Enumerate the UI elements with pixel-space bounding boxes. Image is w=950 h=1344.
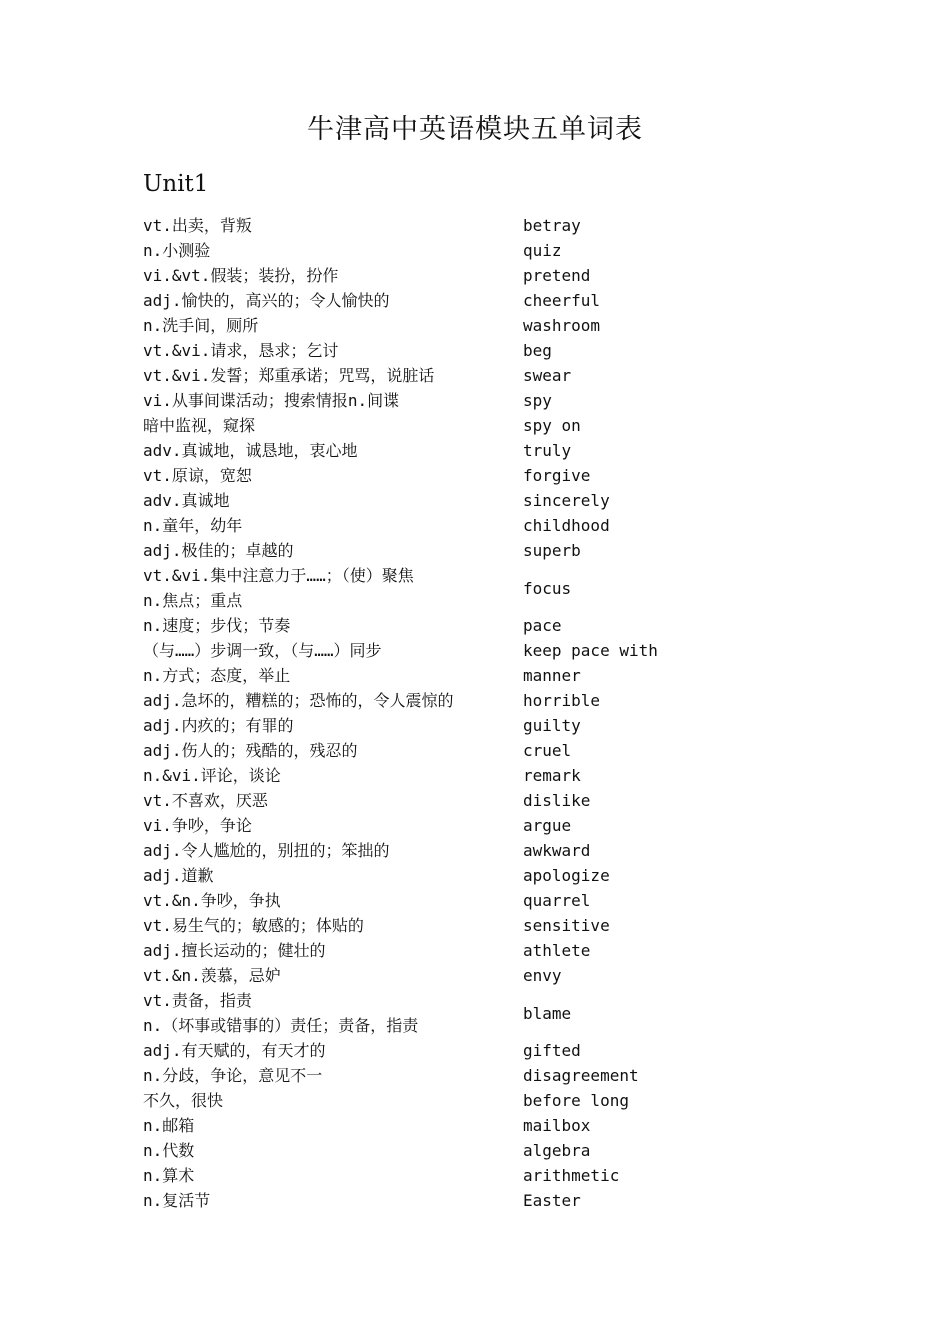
english-word: sincerely: [523, 491, 610, 510]
chinese-definition: [143, 1063, 523, 1088]
english-word: swear: [523, 366, 572, 385]
chinese-definition: [143, 313, 523, 338]
chinese-definition: [143, 638, 523, 663]
definition-line: vi.从事间谍活动；搜索情报n.间谍: [143, 391, 400, 410]
english-word: mailbox: [523, 1116, 591, 1135]
vocab-row: [143, 838, 703, 863]
definition-line: adj.擅长运动的；健壮的: [143, 941, 326, 960]
definition-line: n.方式；态度，举止: [143, 666, 291, 685]
vocab-row: [143, 513, 703, 538]
vocab-row: [143, 738, 703, 763]
chinese-definition: [143, 713, 523, 738]
chinese-definition: [143, 1113, 523, 1138]
vocab-row: [143, 1188, 703, 1213]
english-word: beg: [523, 341, 552, 360]
chinese-definition: [143, 738, 523, 763]
english-word: cruel: [523, 741, 572, 760]
chinese-definition: [143, 238, 523, 263]
definition-line: n.洗手间，厕所: [143, 316, 259, 335]
definition-line: vt.&vi.集中注意力于……；（使）聚焦: [143, 566, 414, 585]
definition-line: n.复活节: [143, 1191, 211, 1210]
english-word: athlete: [523, 941, 591, 960]
definition-line: vt.&vi.发誓；郑重承诺；咒骂，说脏话: [143, 366, 435, 385]
vocab-row: [143, 288, 703, 313]
english-word: superb: [523, 541, 581, 560]
vocab-row: [143, 788, 703, 813]
chinese-definition: [143, 913, 523, 938]
definition-line: （与……）步调一致，（与……）同步: [143, 641, 382, 660]
definition-line: n.算术: [143, 1166, 195, 1185]
definition-line: n.童年，幼年: [143, 516, 243, 535]
chinese-definition: [143, 538, 523, 563]
chinese-definition: [143, 338, 523, 363]
chinese-definition: [143, 388, 523, 413]
english-word: quarrel: [523, 891, 591, 910]
english-word: gifted: [523, 1041, 581, 1060]
english-word: sensitive: [523, 916, 610, 935]
definition-line: adv.真诚地，诚恳地，衷心地: [143, 441, 358, 460]
vocab-row: [143, 988, 703, 1038]
vocab-row: [143, 713, 703, 738]
english-word: algebra: [523, 1141, 591, 1160]
definition-line: vt.易生气的；敏感的；体贴的: [143, 916, 364, 935]
chinese-definition: [143, 1088, 523, 1113]
english-word: forgive: [523, 466, 591, 485]
english-word: quiz: [523, 241, 562, 260]
definition-line: vi.&vt.假装；装扮，扮作: [143, 266, 339, 285]
vocab-row: [143, 363, 703, 388]
vocab-row: [143, 438, 703, 463]
english-word: blame: [523, 1003, 572, 1023]
vocab-row: [143, 863, 703, 888]
chinese-definition: [143, 288, 523, 313]
english-word: keep pace with: [523, 641, 658, 660]
definition-line: 暗中监视，窥探: [143, 416, 256, 435]
chinese-definition: [143, 688, 523, 713]
chinese-definition: [143, 213, 523, 238]
vocab-row: [143, 638, 703, 663]
definition-line: n.小测验: [143, 241, 211, 260]
definition-line: vt.&n.羡慕，忌妒: [143, 966, 281, 985]
vocab-row: [143, 538, 703, 563]
english-word: washroom: [523, 316, 601, 335]
english-word: guilty: [523, 716, 581, 735]
vocab-row: [143, 213, 703, 238]
vocab-row: [143, 813, 703, 838]
chinese-definition: [143, 838, 523, 863]
chinese-definition: [143, 363, 523, 388]
chinese-definition: [143, 563, 523, 613]
definition-line: vt.原谅，宽恕: [143, 466, 252, 485]
chinese-definition: [143, 938, 523, 963]
english-word: pace: [523, 616, 562, 635]
vocab-row: [143, 388, 703, 413]
definition-line: adj.有天赋的，有天才的: [143, 1041, 326, 1060]
vocab-row: [143, 488, 703, 513]
definition-line: vt.出卖，背叛: [143, 216, 252, 235]
vocab-row: [143, 463, 703, 488]
vocab-row: [143, 613, 703, 638]
chinese-definition: [143, 488, 523, 513]
definition-line: adj.道歉: [143, 866, 214, 885]
english-word: manner: [523, 666, 581, 685]
chinese-definition: [143, 1163, 523, 1188]
definition-line: adj.急坏的，糟糕的；恐怖的，令人震惊的: [143, 691, 454, 710]
english-word: dislike: [523, 791, 591, 810]
definition-line: vt.不喜欢，厌恶: [143, 791, 268, 810]
english-word: horrible: [523, 691, 601, 710]
definition-line: 不久，很快: [143, 1091, 224, 1110]
chinese-definition: [143, 963, 523, 988]
chinese-definition: [143, 788, 523, 813]
chinese-definition: [143, 413, 523, 438]
chinese-definition: [143, 663, 523, 688]
chinese-definition: [143, 888, 523, 913]
definition-line: adj.伤人的；残酷的，残忍的: [143, 741, 358, 760]
chinese-definition: [143, 263, 523, 288]
definition-line: vt.&vi.请求，恳求；乞讨: [143, 341, 339, 360]
chinese-definition: [143, 813, 523, 838]
vocab-row: [143, 763, 703, 788]
vocab-row: [143, 1138, 703, 1163]
definition-line: vt.责备，指责: [143, 991, 252, 1010]
chinese-definition: [143, 763, 523, 788]
vocab-row: [143, 563, 703, 613]
vocab-row: [143, 263, 703, 288]
vocab-row: [143, 938, 703, 963]
english-word: childhood: [523, 516, 610, 535]
vocab-row: [143, 1063, 703, 1088]
definition-line: n.代数: [143, 1141, 195, 1160]
vocab-table: [143, 213, 703, 1213]
chinese-definition: [143, 1138, 523, 1163]
definition-line: vt.&n.争吵，争执: [143, 891, 281, 910]
chinese-definition: [143, 613, 523, 638]
page-title: 牛津高中英语模块五单词表: [307, 114, 643, 145]
vocab-row: [143, 1038, 703, 1063]
english-word: envy: [523, 966, 562, 985]
chinese-definition: [143, 438, 523, 463]
vocab-row: [143, 888, 703, 913]
chinese-definition: [143, 1038, 523, 1063]
vocab-row: [143, 338, 703, 363]
definition-line: n.&vi.评论，谈论: [143, 766, 281, 785]
definition-line: n.（坏事或错事的）责任；责备，指责: [143, 1016, 419, 1035]
chinese-definition: [143, 988, 523, 1038]
definition-line: adj.内疚的；有罪的: [143, 716, 294, 735]
vocab-row: [143, 1088, 703, 1113]
english-word: arithmetic: [523, 1166, 620, 1185]
english-word: cheerful: [523, 291, 601, 310]
english-word: focus: [523, 578, 572, 598]
english-word: pretend: [523, 266, 591, 285]
english-word: remark: [523, 766, 581, 785]
definition-line: n.分歧，争论，意见不一: [143, 1066, 323, 1085]
vocab-row: [143, 313, 703, 338]
english-word: before long: [523, 1091, 629, 1110]
vocab-row: [143, 963, 703, 988]
definition-line: n.邮箱: [143, 1116, 195, 1135]
chinese-definition: [143, 863, 523, 888]
definition-line: n.焦点；重点: [143, 591, 243, 610]
definition-line: adj.令人尴尬的，别扭的；笨拙的: [143, 841, 390, 860]
english-word: Easter: [523, 1191, 581, 1210]
vocab-row: [143, 688, 703, 713]
vocab-row: [143, 1163, 703, 1188]
unit-heading: Unit1: [143, 171, 209, 197]
definition-line: adv.真诚地: [143, 491, 230, 510]
english-word: apologize: [523, 866, 610, 885]
vocab-row: [143, 238, 703, 263]
definition-line: vi.争吵，争论: [143, 816, 252, 835]
chinese-definition: [143, 1188, 523, 1213]
english-word: spy: [523, 391, 552, 410]
chinese-definition: [143, 463, 523, 488]
chinese-definition: [143, 513, 523, 538]
english-word: disagreement: [523, 1066, 639, 1085]
english-word: spy on: [523, 416, 581, 435]
definition-line: n.速度；步伐；节奏: [143, 616, 291, 635]
vocab-row: [143, 913, 703, 938]
english-word: argue: [523, 816, 572, 835]
vocab-row: [143, 1113, 703, 1138]
definition-line: adj.愉快的，高兴的；令人愉快的: [143, 291, 390, 310]
english-word: awkward: [523, 841, 591, 860]
english-word: truly: [523, 441, 572, 460]
vocab-row: [143, 413, 703, 438]
vocab-row: [143, 663, 703, 688]
english-word: betray: [523, 216, 581, 235]
definition-line: adj.极佳的；卓越的: [143, 541, 294, 560]
